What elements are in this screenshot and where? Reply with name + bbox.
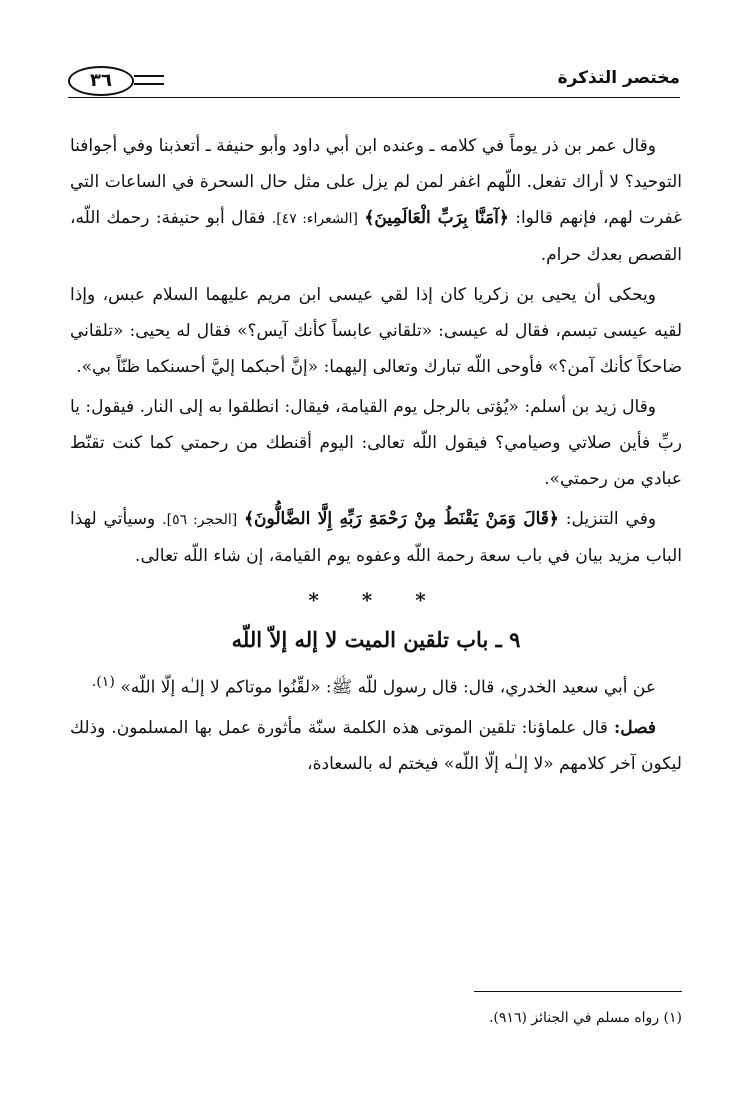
- paragraph-6: [70, 710, 682, 782]
- page-body: [70, 128, 682, 786]
- page-number-ornament: [68, 66, 168, 96]
- paragraph-1: [70, 128, 682, 273]
- footnote-rule: [474, 991, 682, 992]
- paragraph-5: [70, 664, 682, 706]
- header-rule: [68, 97, 680, 98]
- ornament-bars: [134, 75, 164, 85]
- page-header: [68, 64, 680, 104]
- quran-verse: ﴿آمَنَّا بِرَبِّ الْعَالَمِينَ﴾: [364, 208, 509, 228]
- section-label: فصل:: [613, 717, 656, 738]
- running-title: مختصر التذكرة: [557, 68, 680, 88]
- footnote: (١) رواه مسلم في الجنائز (٩١٦).: [488, 1010, 682, 1026]
- paragraph-4: [70, 501, 682, 574]
- footnote-marker: (١).: [91, 674, 115, 690]
- quran-verse: ﴿قَالَ وَمَنْ يَقْنَطُ مِنْ رَحْمَةِ رَبِّهِ إِلَّا الضَّالُّونَ﴾: [244, 509, 559, 529]
- paragraph-text: قال علماؤنا: تلقين الموتى هذه الكلمة سنّة مأثورة عمل بها المسلمون. وذلك ليكون آخر كلامهم «لا إلـٰه إلّا اللّه» فيختم له بالسعادة،: [70, 717, 682, 774]
- paragraph-text: عن أبي سعيد الخدري، قال: قال رسول للّه ﷺ: «لقِّنُوا موتاكم لا إلـٰه إلّا اللّه»: [120, 677, 656, 698]
- page-number: ٣٦: [68, 66, 134, 96]
- verse-citation: [الحجر: ٥٦].: [162, 512, 238, 528]
- paragraph-text: فقال أبو حنيفة: رحمك اللّه، القصص بعدك حرام.: [70, 208, 682, 265]
- paragraph-text: وسيأتي لهذا الباب مزيد بيان في باب سعة رحمة اللّه وعفوه يوم القيامة، إن شاء اللّه تعالى.: [70, 509, 682, 566]
- paragraph-text: وقال عمر بن ذر يوماً في كلامه ـ وعنده ابن أبي داود وأبو حنيفة ـ أتعذبنا وفي أجوافنا التوحيد؟ لا أراك تفعل. اللّهم اغفر لمن لم يزل على مثل حال السحرة في الساعات التي غفرت لهم، فإنهم قالوا:: [70, 136, 683, 228]
- chapter-title: ٩ ـ باب تلقين الميت لا إله إلاّ اللّه: [231, 627, 521, 652]
- section-divider-stars: * * *: [308, 588, 444, 612]
- paragraph-text: وفي التنزيل:: [565, 509, 657, 529]
- paragraph-2: ويحكى أن يحيى بن زكريا كان إذا لقي عيسى ابن مريم عليهما السلام عبس، وإذا لقيه عيسى تبسم، فقال له عيسى: «تلقاني عابساً كأنك آيس؟» فقال له يحيى: «تلقاني ضاحكاً كأنك آمن؟» فأوحى اللّه تبارك وتعالى إليهما: «إنَّ أحبكما إليَّ أحسنكما ظنّاً بي».: [70, 285, 682, 377]
- verse-citation: [الشعراء: ٤٧].: [271, 211, 358, 227]
- paragraph-3: وقال زيد بن أسلم: «يُؤتى بالرجل يوم القيامة، فيقال: انطلقوا به إلى النار. فيقول: يا ربِّ فأين صلاتي وصيامي؟ فيقول اللّه تعالى: اليوم أقنطك من رحمتي كما كنت تقنّط عبادي من رحمتي».: [70, 397, 682, 489]
